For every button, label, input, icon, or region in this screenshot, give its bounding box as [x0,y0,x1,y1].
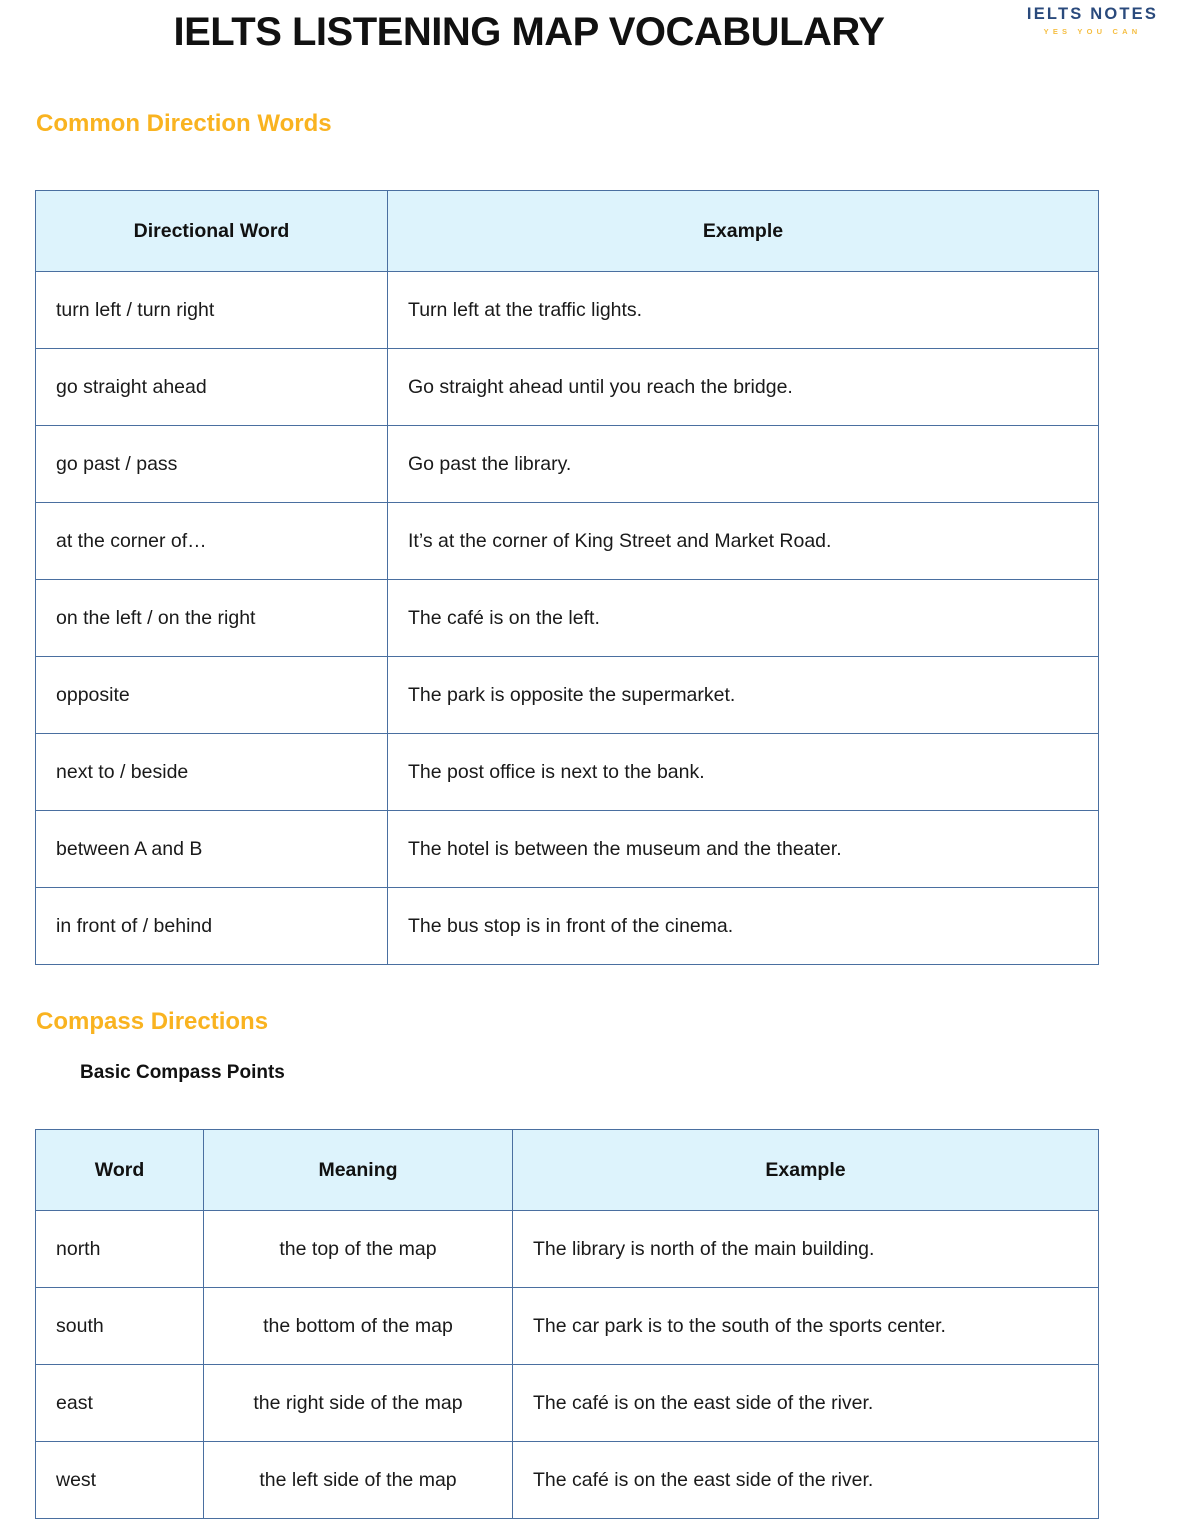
cell-directional-word: between A and B [36,811,388,888]
column-header-directional-word: Directional Word [36,191,388,272]
direction-words-table-body [36,272,1099,965]
cell-example: The library is north of the main building. [513,1211,1099,1288]
table-header-row [36,1130,1099,1211]
cell-example: The hotel is between the museum and the theater. [388,811,1099,888]
table-header-row [36,191,1099,272]
ielts-notes-logo [1015,6,1170,35]
table-row [36,1365,1099,1442]
table-row [36,888,1099,965]
cell-word: south [36,1288,204,1365]
cell-word: east [36,1365,204,1442]
table-row [36,1288,1099,1365]
section-heading-common-direction-words: Common Direction Words [36,110,332,137]
cell-directional-word: turn left / turn right [36,272,388,349]
cell-example: The post office is next to the bank. [388,734,1099,811]
column-header-word: Word [36,1130,204,1211]
cell-directional-word: in front of / behind [36,888,388,965]
table-row [36,734,1099,811]
table-row [36,272,1099,349]
page-header [0,0,1178,70]
cell-example: It’s at the corner of King Street and Market Road. [388,503,1099,580]
table-row [36,811,1099,888]
cell-example: The café is on the left. [388,580,1099,657]
cell-example: Go straight ahead until you reach the bridge. [388,349,1099,426]
cell-meaning: the bottom of the map [204,1288,513,1365]
cell-meaning: the right side of the map [204,1365,513,1442]
cell-directional-word: go straight ahead [36,349,388,426]
page-title: IELTS LISTENING MAP VOCABULARY [173,10,885,54]
cell-directional-word: at the corner of… [36,503,388,580]
cell-word: west [36,1442,204,1519]
compass-points-table-body [36,1211,1099,1519]
cell-example: The bus stop is in front of the cinema. [388,888,1099,965]
cell-meaning: the left side of the map [204,1442,513,1519]
cell-example: The café is on the east side of the river. [513,1365,1099,1442]
cell-example: The park is opposite the supermarket. [388,657,1099,734]
cell-directional-word: go past / pass [36,426,388,503]
table-row [36,426,1099,503]
column-header-meaning: Meaning [204,1130,513,1211]
cell-example: The café is on the east side of the river. [513,1442,1099,1519]
table-row [36,1442,1099,1519]
table-row [36,349,1099,426]
section-heading-compass-directions: Compass Directions [36,1008,269,1035]
direction-words-table [35,190,1099,965]
column-header-example: Example [388,191,1099,272]
logo-tagline: YES YOU CAN [1043,26,1142,36]
table-row [36,503,1099,580]
cell-meaning: the top of the map [204,1211,513,1288]
cell-directional-word: opposite [36,657,388,734]
cell-directional-word: on the left / on the right [36,580,388,657]
table-row [36,1211,1099,1288]
cell-example: Turn left at the traffic lights. [388,272,1099,349]
sub-heading-basic-compass-points: Basic Compass Points [80,1062,285,1083]
column-header-example: Example [513,1130,1099,1211]
cell-example: Go past the library. [388,426,1099,503]
cell-example: The car park is to the south of the sports center. [513,1288,1099,1365]
cell-word: north [36,1211,204,1288]
logo-wordmark: IELTS NOTES [1026,5,1159,23]
table-row [36,657,1099,734]
cell-directional-word: next to / beside [36,734,388,811]
compass-points-table [35,1129,1099,1519]
table-row [36,580,1099,657]
